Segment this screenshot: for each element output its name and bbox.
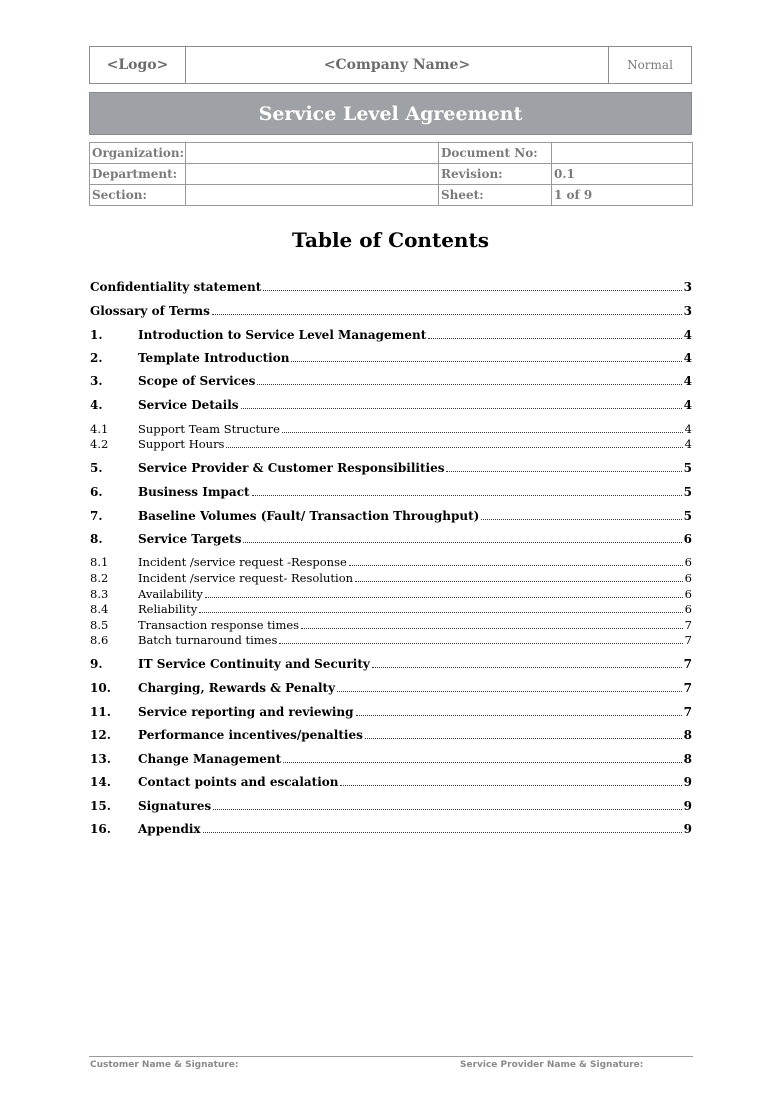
footer-divider bbox=[89, 1056, 693, 1057]
toc-entry[interactable] bbox=[90, 632, 692, 648]
toc-entry-title: Introduction to Service Level Management bbox=[138, 328, 427, 342]
logo-placeholder: <Logo> bbox=[90, 47, 186, 83]
info-value: 0.1 bbox=[552, 164, 693, 185]
toc-dot-leader bbox=[243, 541, 681, 543]
toc-dot-leader bbox=[252, 494, 682, 496]
toc-entry-page: 8 bbox=[683, 752, 692, 766]
toc-entry-number: 16. bbox=[90, 822, 111, 836]
toc-entry-number: 4.1 bbox=[90, 422, 109, 436]
toc-entry-title: Support Team Structure bbox=[138, 422, 280, 436]
toc-entry[interactable] bbox=[90, 586, 692, 602]
toc-entry-page: 7 bbox=[683, 705, 692, 719]
toc-entry[interactable] bbox=[90, 774, 692, 790]
toc-dot-leader bbox=[428, 337, 681, 339]
toc-entry[interactable] bbox=[90, 727, 692, 743]
toc-entry[interactable] bbox=[90, 373, 692, 389]
toc-entry-title: Batch turnaround times bbox=[138, 633, 278, 647]
toc-entry-page: 7 bbox=[684, 618, 692, 632]
toc-entry[interactable] bbox=[90, 460, 692, 476]
toc-entry-number: 15. bbox=[90, 799, 111, 813]
toc-entry-page: 4 bbox=[684, 437, 692, 451]
info-value: 1 of 9 bbox=[552, 185, 693, 206]
toc-dot-leader bbox=[226, 446, 682, 448]
toc-entry-page: 4 bbox=[683, 328, 692, 342]
toc-entry-number: 7. bbox=[90, 509, 103, 523]
toc-entry-page: 4 bbox=[683, 351, 692, 365]
toc-entry-page: 9 bbox=[683, 775, 692, 789]
toc-entry[interactable] bbox=[90, 821, 692, 837]
customer-signature-label: Customer Name & Signature: bbox=[90, 1060, 239, 1070]
toc-entry-title: Confidentiality statement bbox=[90, 280, 262, 294]
toc-entry-title: Performance incentives/penalties bbox=[138, 728, 363, 742]
toc-entry-title: Reliability bbox=[138, 602, 198, 616]
toc-entry-page: 6 bbox=[683, 532, 692, 546]
toc-dot-leader bbox=[337, 690, 682, 692]
toc-entry-number: 2. bbox=[90, 351, 103, 365]
info-label: Department: bbox=[90, 164, 186, 185]
toc-entry-page: 7 bbox=[684, 633, 692, 647]
toc-entry-title: Service reporting and reviewing bbox=[138, 705, 354, 719]
toc-dot-leader bbox=[283, 761, 681, 763]
toc-entry-number: 3. bbox=[90, 374, 103, 388]
document-info-table bbox=[89, 142, 693, 206]
toc-entry[interactable] bbox=[90, 617, 692, 633]
toc-entry-title: Contact points and escalation bbox=[138, 775, 339, 789]
toc-entry-number: 1. bbox=[90, 328, 103, 342]
toc-entry-page: 8 bbox=[683, 728, 692, 742]
document-header bbox=[89, 46, 692, 84]
toc-entry-number: 14. bbox=[90, 775, 111, 789]
toc-entry-number: 8.3 bbox=[90, 587, 109, 601]
toc-entry[interactable] bbox=[90, 570, 692, 586]
info-value bbox=[186, 143, 439, 164]
toc-dot-leader bbox=[241, 407, 682, 409]
toc-entry-number: 9. bbox=[90, 657, 103, 671]
toc-entry-page: 5 bbox=[683, 509, 692, 523]
toc-dot-leader bbox=[349, 564, 683, 566]
toc-dot-leader bbox=[212, 313, 682, 315]
toc-entry[interactable] bbox=[90, 303, 692, 319]
toc-entry-page: 7 bbox=[683, 681, 692, 695]
toc-entry-title: IT Service Continuity and Security bbox=[138, 657, 370, 671]
info-label: Revision: bbox=[439, 164, 552, 185]
toc-entry-title: Glossary of Terms bbox=[90, 304, 210, 318]
toc-entry[interactable] bbox=[90, 751, 692, 767]
toc-dot-leader bbox=[291, 360, 681, 362]
toc-entry-title: Charging, Rewards & Penalty bbox=[138, 681, 336, 695]
toc-entry-page: 5 bbox=[683, 461, 692, 475]
info-label: Organization: bbox=[90, 143, 186, 164]
toc-entry-title: Scope of Services bbox=[138, 374, 256, 388]
toc-entry[interactable] bbox=[90, 279, 692, 295]
toc-entry-title: Service Details bbox=[138, 398, 239, 412]
toc-entry[interactable] bbox=[90, 531, 692, 547]
toc-entry-page: 9 bbox=[683, 822, 692, 836]
toc-entry-page: 4 bbox=[683, 374, 692, 388]
toc-entry[interactable] bbox=[90, 397, 692, 413]
document-classification: Normal bbox=[627, 58, 673, 72]
toc-dot-leader bbox=[340, 784, 681, 786]
toc-entry-number: 8.4 bbox=[90, 602, 109, 616]
toc-entry-page: 4 bbox=[684, 422, 692, 436]
toc-dot-leader bbox=[203, 831, 682, 833]
toc-dot-leader bbox=[372, 666, 682, 668]
info-label: Section: bbox=[90, 185, 186, 206]
toc-entry[interactable] bbox=[90, 704, 692, 720]
toc-dot-leader bbox=[356, 714, 682, 716]
toc-entry-title: Change Management bbox=[138, 752, 282, 766]
toc-entry-page: 7 bbox=[683, 657, 692, 671]
toc-dot-leader bbox=[199, 611, 682, 613]
toc-entry-page: 6 bbox=[684, 571, 692, 585]
document-title: Service Level Agreement bbox=[258, 102, 523, 125]
toc-dot-leader bbox=[365, 737, 682, 739]
toc-entry-page: 3 bbox=[683, 304, 692, 318]
toc-entry-number: 13. bbox=[90, 752, 111, 766]
toc-entry[interactable] bbox=[90, 421, 692, 437]
toc-entry-title: Support Hours bbox=[138, 437, 225, 451]
toc-entry[interactable] bbox=[90, 484, 692, 500]
toc-entry-number: 11. bbox=[90, 705, 111, 719]
toc-dot-leader bbox=[263, 289, 681, 291]
company-name: <Company Name> bbox=[186, 47, 609, 83]
info-label: Document No: bbox=[439, 143, 552, 164]
toc-entry-title: Service Targets bbox=[138, 532, 242, 546]
toc-entry[interactable] bbox=[90, 680, 692, 696]
toc-dot-leader bbox=[205, 596, 683, 598]
toc-entry-page: 6 bbox=[684, 587, 692, 601]
toc-entry-page: 6 bbox=[684, 602, 692, 616]
info-row-organization bbox=[90, 143, 693, 164]
toc-entry[interactable] bbox=[90, 350, 692, 366]
toc-entry[interactable] bbox=[90, 554, 692, 570]
toc-entry-title: Service Provider & Customer Responsibilities bbox=[138, 461, 445, 475]
toc-dot-leader bbox=[279, 642, 682, 644]
toc-dot-leader bbox=[301, 627, 683, 629]
toc-entry-title: Incident /service request -Response bbox=[138, 555, 347, 569]
toc-entry-title: Template Introduction bbox=[138, 351, 290, 365]
toc-entry-page: 6 bbox=[684, 555, 692, 569]
toc-entry[interactable] bbox=[90, 508, 692, 524]
toc-entry-page: 3 bbox=[683, 280, 692, 294]
toc-entry-number: 12. bbox=[90, 728, 111, 742]
toc-entry[interactable] bbox=[90, 656, 692, 672]
toc-entry-title: Baseline Volumes (Fault/ Transaction Throughput) bbox=[138, 509, 480, 523]
toc-entry-number: 4. bbox=[90, 398, 103, 412]
toc-entry-number: 5. bbox=[90, 461, 103, 475]
toc-entry-number: 8.6 bbox=[90, 633, 109, 647]
toc-entry-number: 8.2 bbox=[90, 571, 109, 585]
toc-dot-leader bbox=[257, 383, 681, 385]
toc-entry[interactable] bbox=[90, 436, 692, 452]
toc-entry-number: 8.5 bbox=[90, 618, 109, 632]
toc-dot-leader bbox=[355, 580, 683, 582]
toc-entry-title: Availability bbox=[138, 587, 203, 601]
toc-entry-title: Transaction response times bbox=[138, 618, 300, 632]
toc-entry-number: 8. bbox=[90, 532, 103, 546]
toc-entry-number: 6. bbox=[90, 485, 103, 499]
toc-entry-number: 8.1 bbox=[90, 555, 109, 569]
toc-entry[interactable] bbox=[90, 798, 692, 814]
toc-dot-leader bbox=[282, 431, 683, 433]
toc-entry[interactable] bbox=[90, 327, 692, 343]
info-value bbox=[186, 164, 439, 185]
toc-entry-number: 10. bbox=[90, 681, 111, 695]
toc-entry-title: Business Impact bbox=[138, 485, 250, 499]
toc-dot-leader bbox=[481, 518, 681, 520]
toc-dot-leader bbox=[213, 808, 682, 810]
info-row-section bbox=[90, 185, 693, 206]
document-title-banner bbox=[89, 92, 692, 135]
toc-entry-number: 4.2 bbox=[90, 437, 109, 451]
toc-entry-title: Signatures bbox=[138, 799, 212, 813]
toc-entry-page: 5 bbox=[683, 485, 692, 499]
info-value bbox=[186, 185, 439, 206]
provider-signature-label: Service Provider Name & Signature: bbox=[460, 1060, 644, 1070]
toc-entry-page: 9 bbox=[683, 799, 692, 813]
toc-entry-title: Incident /service request- Resolution bbox=[138, 571, 354, 585]
toc-entry-title: Appendix bbox=[138, 822, 201, 836]
info-label: Sheet: bbox=[439, 185, 552, 206]
toc-title: Table of Contents bbox=[292, 228, 489, 252]
toc-entry-page: 4 bbox=[683, 398, 692, 412]
toc-entry[interactable] bbox=[90, 601, 692, 617]
info-row-department bbox=[90, 164, 693, 185]
toc-dot-leader bbox=[446, 470, 681, 472]
info-value bbox=[552, 143, 693, 164]
